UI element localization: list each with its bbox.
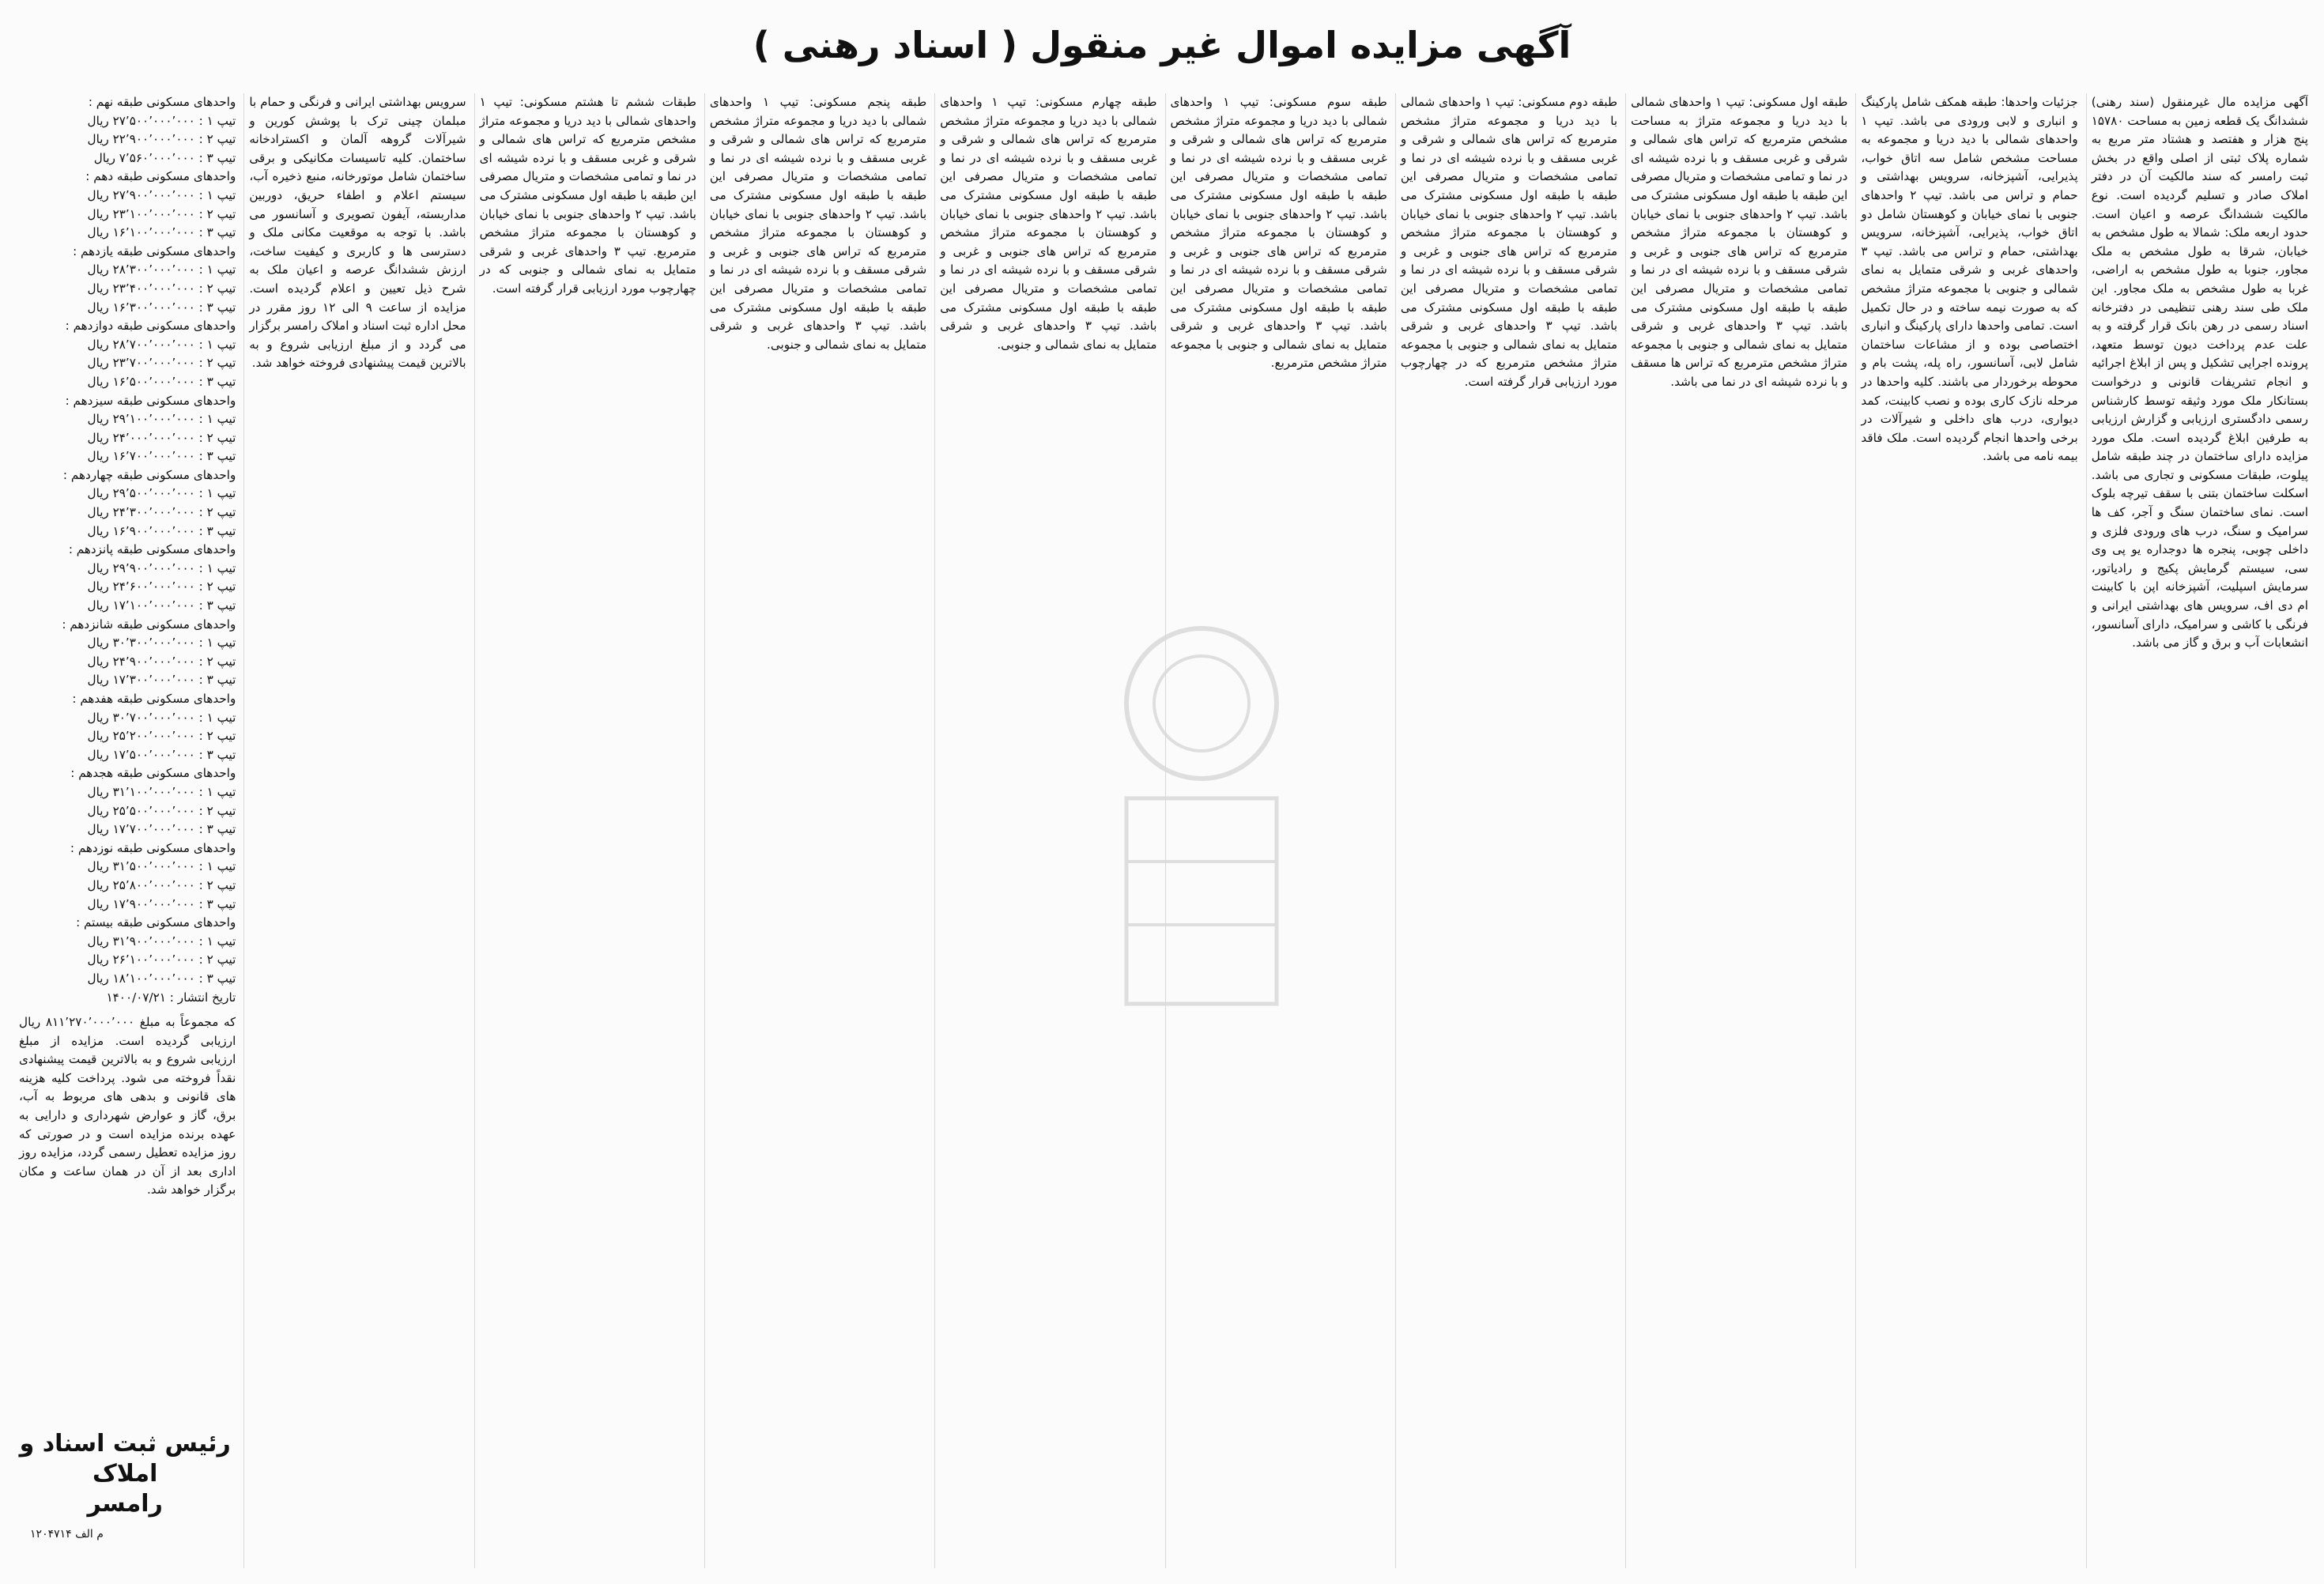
price-list-item: واحدهای مسکونی طبقه هجدهم :: [70, 766, 236, 781]
price-list-item: تیپ ۳ : ۱۷٬۱۰۰٬۰۰۰٬۰۰۰ ریال: [87, 598, 236, 613]
price-list: [19, 93, 236, 1007]
text-column-5: طبقه سوم مسکونی: تیپ ۱ واحدهای شمالی با دید دریا و مجموعه متراژ مشخص مترمربع که تراس های شمالی و شرقی و غربی مسقف و با نرده شیشه ای در نما و تمامی مشخصات و متریال مصرفی این طبقه با طبقه اول مسکونی مشترک می باشد. تیپ ۲ واحدهای جنوبی با نمای خیابان و کوهستان با مجموعه متراژ مشخص مترمربع که تراس های جنوبی و غربی و شرقی مسقف و با نرده شیشه ای در نما و تمامی مشخصات و متریال مصرفی این طبقه با طبقه اول مسکونی مشترک می باشد. تیپ ۳ واحدهای غربی و شرقی متمایل به نمای شمالی و جنوبی با مجموعه متراژ مشخص مترمربع.: [1165, 93, 1387, 1568]
price-list-item: تیپ ۱ : ۲۸٬۳۰۰٬۰۰۰٬۰۰۰ ریال: [87, 262, 236, 277]
price-list-item: تیپ ۲ : ۲۳٬۷۰۰٬۰۰۰٬۰۰۰ ریال: [87, 356, 236, 371]
text-column-9: سرویس بهداشتی ایرانی و فرنگی و حمام با مبلمان چینی ترک با پوشش کورین و شیرآلات گروهه آلمان و اکسترادخانه ساختمان. کلیه تاسیسات مکانیکی و برقی ساختمان شامل موتورخانه، منبع ذخیره آب، سیستم اعلام و اطفاء حریق، دوربین مداربسته، آیفون تصویری و آسانسور می باشد. با توجه به موقعیت مکانی ملک و دسترسی ها و کاربری و کیفیت ساخت، ارزش ششدانگ عرصه و اعیان ملک به شرح ذیل تعیین و اعلام گردیده است. مزایده از ساعت ۹ الی ۱۲ روز مقرر در محل اداره ثبت اسناد و املاک رامسر برگزار می گردد و از مبلغ ارزیابی شروع و به بالاترین قیمت پیشنهادی فروخته خواهد شد.: [243, 93, 466, 1568]
price-list-item: تاریخ انتشار : ۱۴۰۰/۰۷/۲۱: [106, 990, 236, 1005]
signature-city: رامسر: [87, 1490, 163, 1518]
price-list-item: تیپ ۱ : ۲۹٬۹۰۰٬۰۰۰٬۰۰۰ ریال: [87, 560, 236, 575]
price-list-item: تیپ ۱ : ۲۹٬۱۰۰٬۰۰۰٬۰۰۰ ریال: [87, 412, 236, 427]
signature-title: رئیس ثبت اسناد و املاک: [19, 1430, 231, 1488]
price-list-item: تیپ ۱ : ۲۹٬۵۰۰٬۰۰۰٬۰۰۰ ریال: [87, 486, 236, 501]
price-list-item: تیپ ۱ : ۳۱٬۱۰۰٬۰۰۰٬۰۰۰ ریال: [87, 784, 236, 799]
text-columns: [14, 93, 2308, 1568]
price-list-item: تیپ ۳ : ۱۶٬۱۰۰٬۰۰۰٬۰۰۰ ریال: [87, 225, 236, 240]
price-list-item: تیپ ۲ : ۲۴٬۰۰۰٬۰۰۰٬۰۰۰ ریال: [87, 430, 236, 445]
price-list-item: تیپ ۱ : ۲۷٬۵۰۰٬۰۰۰٬۰۰۰ ریال: [87, 113, 236, 128]
price-list-item: تیپ ۲ : ۲۵٬۸۰۰٬۰۰۰٬۰۰۰ ریال: [87, 877, 236, 892]
page-title: آگهی مزایده اموال غیر منقول ( اسناد رهنی ): [753, 24, 1571, 66]
price-list-item: تیپ ۳ : ۷٬۵۶۰٬۰۰۰٬۰۰۰ ریال: [93, 150, 236, 165]
text-column-8: طبقات ششم تا هشتم مسکونی: تیپ ۱ واحدهای شمالی با دید دریا و مجموعه متراژ مشخص مترمربع که تراس های شمالی و شرقی و غربی مسقف و با نرده شیشه ای در نما و تمامی مشخصات و متریال مصرفی این طبقه با طبقه اول مسکونی مشترک می باشد. تیپ ۲ واحدهای جنوبی با نمای خیابان و کوهستان با مجموعه متراژ مشخص مترمربع. تیپ ۳ واحدهای غربی و شرقی متمایل به نمای شمالی و جنوبی که در چهارچوب مورد ارزیابی قرار گرفته است.: [474, 93, 696, 1568]
text-column-6: طبقه چهارم مسکونی: تیپ ۱ واحدهای شمالی با دید دریا و مجموعه متراژ مشخص مترمربع که تراس های شمالی و شرقی و غربی مسقف و با نرده شیشه ای در نما و تمامی مشخصات و متریال مصرفی این طبقه با طبقه اول مسکونی مشترک می باشد. تیپ ۲ واحدهای جنوبی با نمای خیابان و کوهستان با مجموعه متراژ مشخص مترمربع که تراس های جنوبی و غربی و شرقی مسقف و با نرده شیشه ای در نما و تمامی مشخصات و متریال مصرفی این طبقه با طبقه اول مسکونی مشترک می باشد. تیپ ۳ واحدهای غربی و شرقی متمایل به نمای شمالی و جنوبی.: [934, 93, 1156, 1568]
footer-note: که مجموعاً به مبلغ ۸۱۱٬۲۷۰٬۰۰۰٬۰۰۰ ریال ارزیابی گردیده است. مزایده از مبلغ ارزیابی شروع و به بالاترین قیمت پیشنهادی نقداً فروخته می شود. پرداخت کلیه هزینه های قانونی و بدهی های مربوط به آب، برق، گاز و عوارض شهرداری و دارایی به عهده برنده مزایده است و در صورتی که روز مزایده تعطیل رسمی گردد، مزایده روز اداری بعد از آن در همان ساعت و مکان برگزار خواهد شد.: [19, 1015, 236, 1197]
price-list-item: تیپ ۲ : ۲۵٬۵۰۰٬۰۰۰٬۰۰۰ ریال: [87, 803, 236, 818]
price-list-item: واحدهای مسکونی طبقه هفدهم :: [72, 692, 236, 706]
price-list-item: تیپ ۲ : ۲۲٬۹۰۰٬۰۰۰٬۰۰۰ ریال: [87, 132, 236, 147]
price-list-item: واحدهای مسکونی طبقه سیزدهم :: [65, 393, 236, 408]
price-list-item: تیپ ۳ : ۱۶٬۵۰۰٬۰۰۰٬۰۰۰ ریال: [87, 374, 236, 389]
price-list-column: [14, 93, 236, 1568]
price-list-item: تیپ ۳ : ۱۸٬۱۰۰٬۰۰۰٬۰۰۰ ریال: [87, 971, 236, 986]
price-list-item: تیپ ۱ : ۲۸٬۷۰۰٬۰۰۰٬۰۰۰ ریال: [87, 337, 236, 352]
price-list-item: تیپ ۲ : ۲۵٬۲۰۰٬۰۰۰٬۰۰۰ ریال: [87, 729, 236, 744]
text-column-7: طبقه پنجم مسکونی: تیپ ۱ واحدهای شمالی با دید دریا و مجموعه متراژ مشخص مترمربع که تراس های شمالی و شرقی و غربی مسقف و با نرده شیشه ای در نما و تمامی مشخصات و متریال مصرفی این طبقه با طبقه اول مسکونی مشترک می باشد. تیپ ۲ واحدهای جنوبی با نمای خیابان و کوهستان با مجموعه متراژ مشخص مترمربع که تراس های جنوبی و غربی و شرقی مسقف و با نرده شیشه ای در نما و تمامی مشخصات و متریال مصرفی این طبقه با طبقه اول مسکونی مشترک می باشد. تیپ ۳ واحدهای غربی و شرقی متمایل به نمای شمالی و جنوبی.: [704, 93, 926, 1568]
signature-block: [14, 1429, 236, 1544]
price-list-item: واحدهای مسکونی طبقه نوزدهم :: [70, 840, 236, 855]
price-list-item: تیپ ۱ : ۳۰٬۷۰۰٬۰۰۰٬۰۰۰ ریال: [87, 710, 236, 725]
price-list-item: تیپ ۳ : ۱۷٬۵۰۰٬۰۰۰٬۰۰۰ ریال: [87, 747, 236, 762]
publication-code: م الف ۱۲۰۴۷۱۴: [30, 1528, 104, 1541]
price-list-item: واحدهای مسکونی طبقه دهم :: [85, 169, 236, 184]
price-list-item: واحدهای مسکونی طبقه بیستم :: [76, 915, 236, 930]
price-list-item: واحدهای مسکونی طبقه چهاردهم :: [62, 467, 236, 482]
price-list-item: تیپ ۱ : ۳۰٬۳۰۰٬۰۰۰٬۰۰۰ ریال: [87, 635, 236, 651]
price-list-item: تیپ ۲ : ۲۳٬۴۰۰٬۰۰۰٬۰۰۰ ریال: [87, 281, 236, 296]
price-list-item: تیپ ۱ : ۲۷٬۹۰۰٬۰۰۰٬۰۰۰ ریال: [87, 187, 236, 202]
price-list-item: تیپ ۱ : ۳۱٬۹۰۰٬۰۰۰٬۰۰۰ ریال: [87, 933, 236, 949]
price-list-item: واحدهای مسکونی طبقه شانزدهم :: [62, 617, 236, 632]
price-list-item: تیپ ۳ : ۱۷٬۳۰۰٬۰۰۰٬۰۰۰ ریال: [87, 673, 236, 688]
price-list-item: تیپ ۲ : ۲۴٬۹۰۰٬۰۰۰٬۰۰۰ ریال: [87, 654, 236, 669]
price-list-item: تیپ ۳ : ۱۶٬۷۰۰٬۰۰۰٬۰۰۰ ریال: [87, 449, 236, 464]
price-list-item: تیپ ۳ : ۱۶٬۹۰۰٬۰۰۰٬۰۰۰ ریال: [87, 523, 236, 538]
price-list-item: تیپ ۲ : ۲۴٬۳۰۰٬۰۰۰٬۰۰۰ ریال: [87, 505, 236, 520]
price-list-item: تیپ ۲ : ۲۴٬۶۰۰٬۰۰۰٬۰۰۰ ریال: [87, 579, 236, 594]
price-list-item: واحدهای مسکونی طبقه یازدهم :: [73, 243, 236, 258]
price-list-item: واحدهای مسکونی طبقه پانزدهم :: [68, 542, 236, 557]
price-list-item: تیپ ۳ : ۱۷٬۷۰۰٬۰۰۰٬۰۰۰ ریال: [87, 822, 236, 837]
price-list-item: تیپ ۳ : ۱۷٬۹۰۰٬۰۰۰٬۰۰۰ ریال: [87, 896, 236, 911]
price-list-item: تیپ ۳ : ۱۶٬۳۰۰٬۰۰۰٬۰۰۰ ریال: [87, 300, 236, 315]
price-list-item: تیپ ۲ : ۲۳٬۱۰۰٬۰۰۰٬۰۰۰ ریال: [87, 206, 236, 221]
text-column-1: آگهی مزایده مال غیرمنقول (سند رهنی) ششدانگ یک قطعه زمین به مساحت ۱۵۷۸۰ پنج هزار و هفتصد و هشتاد متر مربع به شماره پلاک ثبتی از اصلی واقع در بخش ثبت رامسر که سند مالکیت آن در دفتر املاک صادر و تسلیم گردیده است. نوع مالکیت ششدانگ عرصه و اعیان است. حدود اربعه ملک: شمالا به طول مشخص به خیابان، شرقا به طول مشخص به ملک مجاور، جنوبا به طول مشخص به اراضی، غربا به طول مشخص به ملک مجاور. این ملک طی سند رهنی تنظیمی در دفترخانه اسناد رسمی در رهن بانک قرار گرفته و به علت عدم پرداخت دیون توسط متعهد، پرونده اجرایی تشکیل و پس از ابلاغ اجرائیه و انجام تشریفات قانونی و درخواست بستانکار ملک مورد وثیقه توسط کارشناس رسمی دادگستری ارزیابی و گزارش ارزیابی به طرفین ابلاغ گردیده است. ملک مورد مزایده دارای ساختمان در چند طبقه شامل پیلوت، طبقات مسکونی و تجاری می باشد. اسکلت ساختمان بتنی با سقف تیرچه بلوک است. نمای ساختمان سنگ و آجر، کف ها سرامیک و سنگ، درب های ورودی فلزی و داخلی چوبی، پنجره ها دوجداره یو پی وی سی، سیستم گرمایش پکیج و رادیاتور، سرمایش اسپلیت، آشپزخانه اپن با کابینت ام دی اف، سرویس های بهداشتی ایرانی و فرنگی با کاشی و سرامیک، دارای آسانسور، انشعابات آب و برق و گاز می باشد.: [2086, 93, 2308, 1568]
price-list-item: تیپ ۲ : ۲۶٬۱۰۰٬۰۰۰٬۰۰۰ ریال: [87, 952, 236, 967]
text-column-2: جزئیات واحدها: طبقه همکف شامل پارکینگ و انباری و لابی ورودی می باشد. تیپ ۱ واحدهای شمالی با دید دریا و مجموعه به مساحت مشخص شامل سه اتاق خواب، پذیرایی، آشپزخانه، سرویس بهداشتی و حمام و تراس می باشد. تیپ ۲ واحدهای جنوبی با نمای خیابان و کوهستان شامل دو اتاق خواب، پذیرایی، آشپزخانه، سرویس بهداشتی، حمام و تراس می باشد. تیپ ۳ واحدهای غربی و شرقی متمایل به نمای شمالی و جنوبی با مجموعه متراژ مشخص که به صورت نیمه ساخته و در حال تکمیل است. تمامی واحدها دارای پارکینگ و انباری اختصاصی بوده و از مشاعات ساختمان شامل لابی، آسانسور، راه پله، پشت بام و محوطه برخوردار می باشند. کلیه واحدها در مرحله نازک کاری بوده و نصب کابینت، کمد دیواری، درب های داخلی و شیرآلات در برخی واحدها انجام گردیده است. ملک فاقد بیمه نامه می باشد.: [1855, 93, 2077, 1568]
price-list-item: واحدهای مسکونی طبقه دوازدهم :: [65, 319, 236, 334]
text-column-3: طبقه اول مسکونی: تیپ ۱ واحدهای شمالی با دید دریا و مجموعه متراژ به مساحت مشخص مترمربع که تراس های شمالی و شرقی و غربی مسقف و با نرده شیشه ای در نما و تمامی مشخصات و متریال مصرفی این طبقه با طبقه اول مسکونی مشترک می باشد. تیپ ۲ واحدهای جنوبی با نمای خیابان و کوهستان با مجموعه متراژ مشخص مترمربع که تراس های جنوبی و غربی و شرقی مسقف و با نرده شیشه ای در نما و تمامی مشخصات و متریال مصرفی این طبقه با طبقه اول مسکونی مشترک می باشد. تیپ ۳ واحدهای غربی و شرقی متمایل به نمای شمالی و جنوبی با مجموعه متراژ مشخص مترمربع که تراس ها مسقف و با نرده شیشه ای در نما می باشد.: [1625, 93, 1847, 1568]
price-list-item: واحدهای مسکونی طبقه نهم :: [88, 95, 236, 109]
price-list-item: تیپ ۱ : ۳۱٬۵۰۰٬۰۰۰٬۰۰۰ ریال: [87, 859, 236, 874]
text-column-4: طبقه دوم مسکونی: تیپ ۱ واحدهای شمالی با دید دریا و مجموعه متراژ مشخص مترمربع که تراس های شمالی و شرقی و غربی مسقف و با نرده شیشه ای در نما و تمامی مشخصات و متریال مصرفی این طبقه با طبقه اول مسکونی مشترک می باشد. تیپ ۲ واحدهای جنوبی با نمای خیابان و کوهستان با مجموعه متراژ مشخص مترمربع که تراس های جنوبی و غربی و شرقی مسقف و با نرده شیشه ای در نما و تمامی مشخصات و متریال مصرفی این طبقه با طبقه اول مسکونی مشترک می باشد. تیپ ۳ واحدهای غربی و شرقی متمایل به نمای شمالی و جنوبی با مجموعه متراژ مشخص مترمربع که در چهارچوب مورد ارزیابی قرار گرفته است.: [1395, 93, 1617, 1568]
